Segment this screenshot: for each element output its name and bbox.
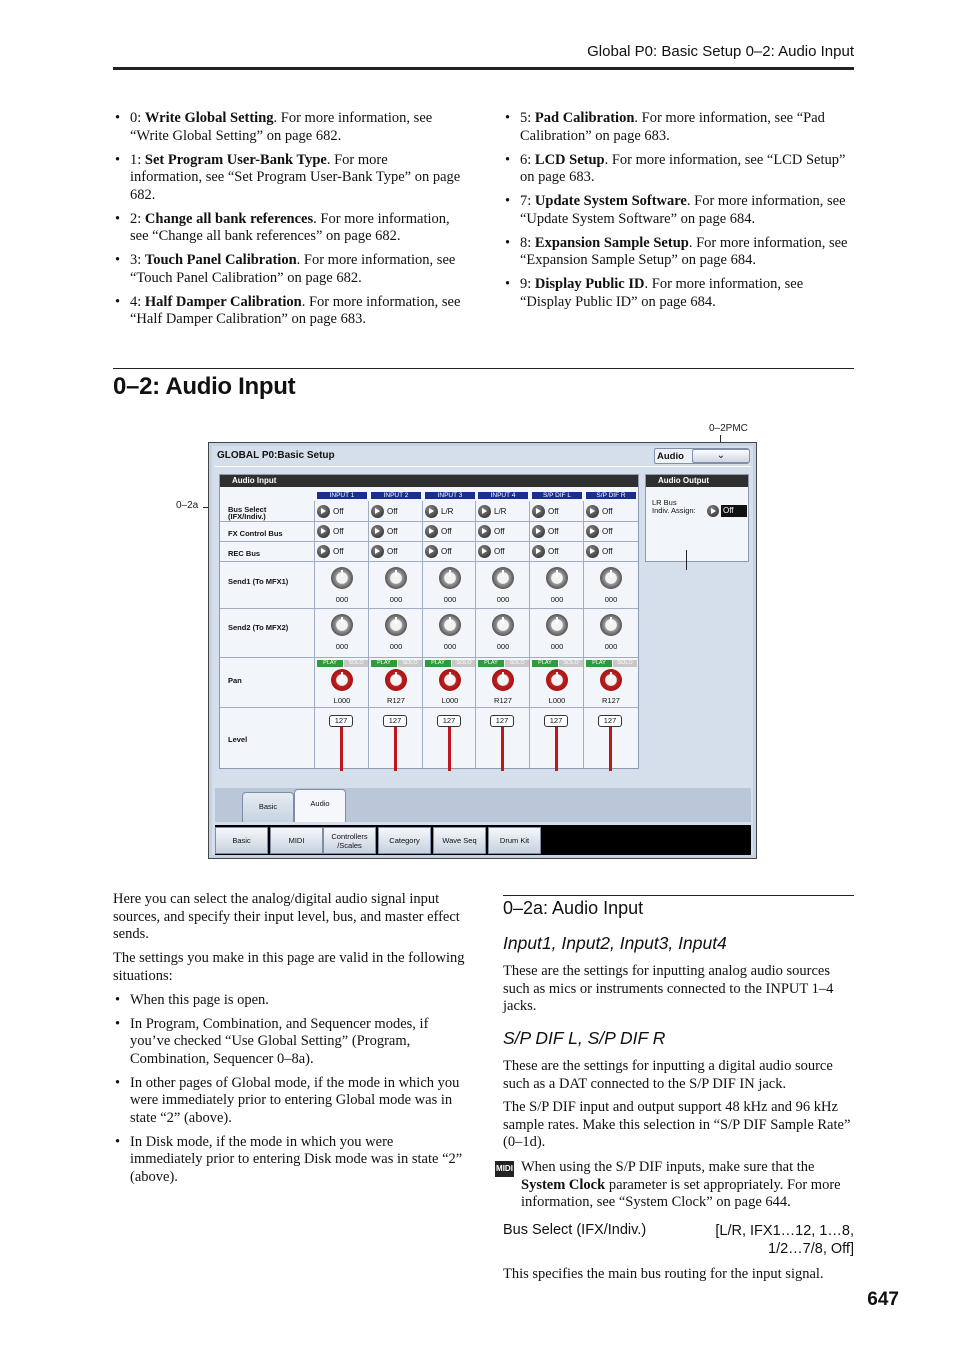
- send1-knob[interactable]: [439, 567, 461, 589]
- command-number: 9: [520, 276, 528, 292]
- rec-bus-selector[interactable]: [425, 545, 473, 559]
- tab-label: [442, 836, 476, 845]
- note-text: parameter is set appropriately. For more information, see “System Clock” on page 644.: [521, 1176, 841, 1210]
- callout-2b-line: [686, 550, 687, 570]
- send2-value: 000: [389, 642, 403, 651]
- popup-arrow-icon[interactable]: [478, 525, 491, 538]
- menu-command-item: • 8: Expansion Sample Setup. For more information, see “Expansion Sample Setup” on page 684.: [503, 235, 855, 270]
- tab-basic[interactable]: [215, 827, 268, 854]
- popup-arrow-icon[interactable]: [478, 505, 491, 518]
- level-fader[interactable]: [448, 727, 451, 771]
- column-header: S/P DIF R: [586, 492, 636, 499]
- screen-body: [212, 446, 753, 855]
- column-separator: [368, 501, 369, 768]
- midi-icon: MIDI: [495, 1161, 514, 1177]
- row-label-level: Level: [228, 735, 248, 744]
- play-button[interactable]: PLAY: [317, 660, 343, 667]
- level-fader[interactable]: [340, 727, 343, 771]
- command-number: 2: [130, 210, 138, 227]
- tab-drum-kit[interactable]: [488, 827, 541, 854]
- row-label-bus-select-sub: (IFX/Indiv.): [228, 512, 266, 521]
- rec-bus-selector[interactable]: [371, 545, 419, 559]
- play-button[interactable]: PLAY: [586, 660, 612, 667]
- subtab-audio[interactable]: Audio: [294, 789, 346, 822]
- bus-select-selector[interactable]: [478, 505, 526, 519]
- send2-knob[interactable]: [385, 614, 407, 636]
- audio-output-heading: Audio Output: [646, 475, 748, 487]
- pan-knob[interactable]: [600, 669, 622, 691]
- level-fader-value[interactable]: 127: [437, 715, 461, 727]
- play-button[interactable]: PLAY: [371, 660, 397, 667]
- pan-knob[interactable]: [439, 669, 461, 691]
- rec-bus-value: Off: [494, 547, 505, 556]
- menu-command-item: • 6: LCD Setup. For more information, see “LCD Setup” on page 683.: [503, 152, 855, 187]
- spdif-param-title: S/P DIF L, S/P DIF R: [503, 1028, 666, 1048]
- command-description: . For more information, see “Pad Calibration” on page 683.: [520, 110, 825, 144]
- tab-label-line: Drum Kit: [499, 836, 530, 845]
- indiv-assign-label: Indiv. Assign:: [652, 506, 696, 515]
- level-fader[interactable]: [394, 727, 397, 771]
- bus-select-value: L/R: [494, 507, 507, 516]
- send1-knob[interactable]: [492, 567, 514, 589]
- level-fader-value[interactable]: 127: [598, 715, 622, 727]
- tab-label: [389, 836, 419, 845]
- fx-control-bus-selector[interactable]: [425, 525, 473, 539]
- level-fader-value[interactable]: 127: [490, 715, 514, 727]
- pan-value: L000: [441, 696, 459, 705]
- column-separator: [314, 501, 315, 768]
- menu-command-item: • 5: Pad Calibration. For more information, see “Pad Calibration” on page 683.: [503, 110, 855, 145]
- level-fader-value[interactable]: 127: [544, 715, 568, 727]
- page-number: 647: [867, 1289, 899, 1310]
- tab-label: [331, 832, 367, 850]
- audio-input-panel: [219, 474, 639, 769]
- menu-command-item: • 0: Write Global Setting. For more information, see “Write Global Setting” on page 682.: [113, 110, 463, 145]
- tab-label-line: Controllers: [331, 831, 368, 841]
- solo-button[interactable]: SOLO: [344, 660, 368, 667]
- bus-select-param-name: Bus Select (IFX/Indiv.): [503, 1222, 647, 1238]
- running-head: Global P0: Basic Setup 0–2: Audio Input: [587, 43, 854, 60]
- command-name: Write Global Setting: [144, 110, 274, 126]
- command-number: 0: [130, 110, 138, 126]
- bus-select-selector[interactable]: [586, 505, 634, 519]
- bus-select-selector[interactable]: [425, 505, 473, 519]
- send1-knob[interactable]: [385, 567, 407, 589]
- command-name: Half Damper Calibration: [144, 293, 302, 310]
- spdif-param-text: These are the settings for inputting a digital audio source such as a DAT connected to the S/P DIF IN jack.: [503, 1058, 833, 1092]
- send1-knob[interactable]: [600, 567, 622, 589]
- rec-bus-value: Off: [387, 547, 398, 556]
- rec-bus-value: Off: [333, 547, 344, 556]
- command-description: . For more information, see “Write Global Setting” on page 682.: [130, 110, 433, 144]
- popup-arrow-icon[interactable]: [317, 545, 330, 558]
- command-description: . For more information, see “Change all bank references” on page 682.: [130, 210, 450, 244]
- fx-control-bus-selector[interactable]: [586, 525, 634, 539]
- page-select-label: Audio: [657, 451, 684, 462]
- row-label-rec-bus: REC Bus: [228, 549, 261, 558]
- pan-knob[interactable]: [492, 669, 514, 691]
- pan-value: R127: [494, 696, 512, 705]
- input-param-title: Input1, Input2, Input3, Input4: [503, 933, 727, 953]
- bus-select-selector[interactable]: [317, 505, 365, 519]
- tab-controllers[interactable]: [323, 827, 376, 854]
- fx-control-bus-selector[interactable]: [371, 525, 419, 539]
- command-number: 5: [520, 110, 528, 126]
- indiv-assign-popup-button[interactable]: [707, 505, 719, 517]
- level-fader[interactable]: [609, 727, 612, 771]
- fx-control-bus-value: Off: [333, 527, 344, 536]
- play-button[interactable]: PLAY: [425, 660, 451, 667]
- rec-bus-value: Off: [441, 547, 452, 556]
- row-label-pan: Pan: [228, 676, 242, 685]
- bus-select-value: L/R: [441, 507, 454, 516]
- note-bold-term: System Clock: [521, 1176, 606, 1193]
- tab-wave-seq[interactable]: [433, 827, 486, 854]
- level-fader[interactable]: [555, 727, 558, 771]
- tab-label-line: Category: [389, 836, 420, 845]
- audio-output-panel: [645, 474, 749, 562]
- send2-value: 000: [496, 642, 510, 651]
- situations-list: [113, 992, 465, 1187]
- tab-category[interactable]: [378, 827, 431, 854]
- row-label-send2: Send2 (To MFX2): [228, 623, 289, 632]
- rec-bus-value: Off: [548, 547, 559, 556]
- command-number: 3: [130, 252, 138, 268]
- intro-paragraph: The settings you make in this page are valid in the following situations:: [113, 950, 465, 984]
- command-name: LCD Setup: [534, 151, 605, 168]
- send2-knob[interactable]: [331, 614, 353, 636]
- callout-2a: 0–2a: [176, 500, 199, 511]
- command-number: 7: [520, 193, 528, 209]
- command-description: . For more information, see “Expansion Sample Setup” on page 684.: [520, 234, 848, 268]
- page-select-button[interactable]: [692, 449, 750, 463]
- menu-command-item: • 2: Change all bank references. For more information, see “Change all bank references” on page 682.: [113, 211, 463, 246]
- header-rule: [113, 67, 854, 70]
- command-name: Display Public ID: [534, 276, 645, 292]
- command-description: . For more information, see “Update System Software” on page 684.: [520, 193, 846, 227]
- tab-label: [500, 836, 529, 845]
- tab-label: [232, 836, 250, 845]
- row-label-send1: Send1 (To MFX1): [228, 577, 289, 586]
- play-button[interactable]: PLAY: [532, 660, 558, 667]
- popup-arrow-icon[interactable]: [586, 545, 599, 558]
- level-fader-value[interactable]: 127: [383, 715, 407, 727]
- send2-value: 000: [604, 642, 618, 651]
- row-separator: [220, 561, 638, 562]
- pan-value: L000: [548, 696, 566, 705]
- send1-knob[interactable]: [331, 567, 353, 589]
- tab-label: [289, 836, 305, 845]
- send1-value: 000: [550, 595, 564, 604]
- send1-value: 000: [389, 595, 403, 604]
- popup-arrow-icon[interactable]: [478, 545, 491, 558]
- send2-knob[interactable]: [600, 614, 622, 636]
- command-name: Touch Panel Calibration: [144, 252, 297, 268]
- pan-value: R127: [387, 696, 405, 705]
- situation-item: • When this page is open.: [113, 992, 465, 1010]
- popup-arrow-icon[interactable]: [317, 525, 330, 538]
- solo-button[interactable]: SOLO: [559, 660, 583, 667]
- column-separator: [583, 501, 584, 768]
- solo-button[interactable]: SOLO: [505, 660, 529, 667]
- subsection-rule: [503, 895, 854, 896]
- intro-text: [113, 891, 465, 1193]
- command-name: Pad Calibration: [534, 110, 635, 126]
- command-description: . For more information, see “Set Program User-Bank Type” on page 682.: [130, 151, 461, 203]
- subtab-basic[interactable]: Basic: [242, 792, 294, 822]
- send1-value: 000: [335, 595, 349, 604]
- command-description: . For more information, see “LCD Setup” on page 683.: [520, 151, 846, 185]
- rec-bus-selector[interactable]: [532, 545, 580, 559]
- menu-command-item: • 7: Update System Software. For more information, see “Update System Software” on page 684.: [503, 193, 855, 228]
- send2-value: 000: [550, 642, 564, 651]
- popup-arrow-icon[interactable]: [425, 545, 438, 558]
- column-header: S/P DIF L: [532, 492, 582, 499]
- level-fader-value[interactable]: 127: [329, 715, 353, 727]
- fx-control-bus-selector[interactable]: [478, 525, 526, 539]
- audio-input-screen: [208, 442, 757, 859]
- bus-select-value: Off: [548, 507, 559, 516]
- bus-select-param-text: This specifies the main bus routing for the input signal.: [503, 1266, 824, 1282]
- solo-button[interactable]: SOLO: [452, 660, 476, 667]
- pan-knob[interactable]: [331, 669, 353, 691]
- play-button[interactable]: PLAY: [478, 660, 504, 667]
- menu-command-list-left: [113, 110, 463, 335]
- tab-label-line: /Scales: [337, 840, 362, 850]
- send2-knob[interactable]: [546, 614, 568, 636]
- solo-button[interactable]: SOLO: [613, 660, 637, 667]
- screen-title: GLOBAL P0:Basic Setup: [217, 450, 335, 461]
- column-header: INPUT 1: [317, 492, 367, 499]
- send1-knob[interactable]: [546, 567, 568, 589]
- fx-control-bus-value: Off: [494, 527, 505, 536]
- fx-control-bus-value: Off: [602, 527, 613, 536]
- popup-arrow-icon[interactable]: [317, 505, 330, 518]
- command-number: 6: [520, 151, 528, 168]
- rec-bus-selector[interactable]: [317, 545, 365, 559]
- send1-value: 000: [604, 595, 618, 604]
- popup-arrow-icon[interactable]: [425, 525, 438, 538]
- column-separator: [422, 501, 423, 768]
- send2-knob[interactable]: [492, 614, 514, 636]
- row-separator: [220, 521, 638, 522]
- system-clock-note: [521, 1159, 855, 1212]
- rec-bus-selector[interactable]: [478, 545, 526, 559]
- popup-arrow-icon[interactable]: [586, 525, 599, 538]
- spdif-rate-text: The S/P DIF input and output support 48 kHz and 96 kHz sample rates. Make this selection in “S/P DIF Sample Rate” (0–1d).: [503, 1099, 851, 1150]
- note-text: When using the S/P DIF inputs, make sure that the: [521, 1159, 815, 1175]
- send1-value: 000: [443, 595, 457, 604]
- command-number: 8: [520, 234, 528, 251]
- send2-value: 000: [443, 642, 457, 651]
- column-separator: [529, 501, 530, 768]
- chevron-down-icon: ⌄: [716, 450, 726, 461]
- popup-arrow-icon[interactable]: [371, 525, 384, 538]
- popup-arrow-icon[interactable]: [371, 545, 384, 558]
- popup-arrow-icon[interactable]: [371, 505, 384, 518]
- command-description: . For more information, see “Display Public ID” on page 684.: [520, 276, 804, 310]
- situation-item: • In Program, Combination, and Sequencer modes, if you’ve checked “Use Global Setting” (Program, Combination, Sequencer 0–8a).: [113, 1016, 465, 1069]
- column-header: INPUT 2: [371, 492, 421, 499]
- tab-label-line: MIDI: [288, 836, 305, 845]
- row-separator: [220, 608, 638, 609]
- intro-paragraph: Here you can select the analog/digital audio signal input sources, and specify their input level, bus, and master effect sends.: [113, 891, 460, 942]
- pan-knob[interactable]: [546, 669, 568, 691]
- row-label-bus-select: Bus Select: [228, 505, 267, 514]
- level-fader[interactable]: [501, 727, 504, 771]
- tab-label-line: Wave Seq: [442, 836, 477, 845]
- pan-knob[interactable]: [385, 669, 407, 691]
- row-separator: [220, 541, 638, 542]
- menu-command-item: • 4: Half Damper Calibration. For more information, see “Half Damper Calibration” on page 683.: [113, 294, 463, 329]
- send2-value: 000: [335, 642, 349, 651]
- popup-arrow-icon[interactable]: [532, 545, 545, 558]
- rec-bus-selector[interactable]: [586, 545, 634, 559]
- row-label-fx-control-bus: FX Control Bus: [228, 529, 283, 538]
- screen-title-rule: [215, 466, 751, 467]
- subsection-title: 0–2a: Audio Input: [503, 898, 644, 918]
- row-separator: [220, 707, 638, 708]
- send1-value: 000: [496, 595, 510, 604]
- bus-select-param-range: [674, 1222, 854, 1258]
- menu-command-list-right: [503, 110, 855, 318]
- fx-control-bus-value: Off: [387, 527, 398, 536]
- audio-input-heading: Audio Input: [220, 475, 638, 487]
- lr-bus-label: LR Bus: [652, 498, 677, 507]
- rec-bus-value: Off: [602, 547, 613, 556]
- fx-control-bus-value: Off: [548, 527, 559, 536]
- bus-select-value: Off: [333, 507, 344, 516]
- command-name: Change all bank references: [144, 210, 314, 227]
- command-name: Set Program User-Bank Type: [144, 151, 327, 168]
- column-header: INPUT 4: [478, 492, 528, 499]
- row-separator: [220, 657, 638, 658]
- column-header: INPUT 3: [425, 492, 475, 499]
- command-number: 1: [130, 151, 138, 168]
- fx-control-bus-selector[interactable]: [317, 525, 365, 539]
- popup-arrow-icon[interactable]: [532, 505, 545, 518]
- pan-value: R127: [602, 696, 620, 705]
- popup-arrow-icon[interactable]: [586, 505, 599, 518]
- command-name: Expansion Sample Setup: [534, 234, 689, 251]
- menu-command-item: • 1: Set Program User-Bank Type. For more information, see “Set Program User-Bank Type” on page 682.: [113, 152, 463, 205]
- solo-button[interactable]: SOLO: [398, 660, 422, 667]
- section-title: 0–2: Audio Input: [113, 373, 296, 400]
- section-rule: [113, 368, 854, 369]
- situation-item: • In Disk mode, if the mode in which you were immediately prior to entering Disk mode was in state “2” (above).: [113, 1134, 465, 1187]
- tab-midi[interactable]: [270, 827, 323, 854]
- range-line: [L/R, IFX1…12, 1…8,: [715, 1223, 854, 1239]
- fx-control-bus-selector[interactable]: [532, 525, 580, 539]
- send2-knob[interactable]: [439, 614, 461, 636]
- indiv-assign-value[interactable]: Off: [721, 505, 747, 517]
- situation-item: • In other pages of Global mode, if the mode in which you were immediately prior to entering Global mode was in state “2” (above).: [113, 1075, 465, 1128]
- command-number: 4: [130, 293, 138, 310]
- bus-select-selector[interactable]: [371, 505, 419, 519]
- callout-pmc: 0–2PMC: [709, 423, 748, 434]
- column-separator: [475, 501, 476, 768]
- popup-arrow-icon[interactable]: [425, 505, 438, 518]
- bus-select-value: Off: [387, 507, 398, 516]
- fx-control-bus-value: Off: [441, 527, 452, 536]
- range-line: 1/2…7/8, Off]: [768, 1241, 854, 1257]
- popup-arrow-icon[interactable]: [532, 525, 545, 538]
- input-param-text: These are the settings for inputting analog audio sources such as mics or instruments connected to the INPUT 1–4 jacks.: [503, 963, 834, 1014]
- command-name: Update System Software: [534, 193, 687, 209]
- menu-command-item: • 9: Display Public ID. For more information, see “Display Public ID” on page 684.: [503, 276, 855, 311]
- command-description: . For more information, see “Touch Panel Calibration” on page 682.: [130, 252, 456, 286]
- bus-select-value: Off: [602, 507, 613, 516]
- menu-command-item: • 3: Touch Panel Calibration. For more information, see “Touch Panel Calibration” on page 682.: [113, 252, 463, 287]
- command-description: . For more information, see “Half Damper Calibration” on page 683.: [130, 293, 461, 327]
- bus-select-selector[interactable]: [532, 505, 580, 519]
- pan-value: L000: [333, 696, 351, 705]
- tab-label-line: Basic: [232, 836, 251, 845]
